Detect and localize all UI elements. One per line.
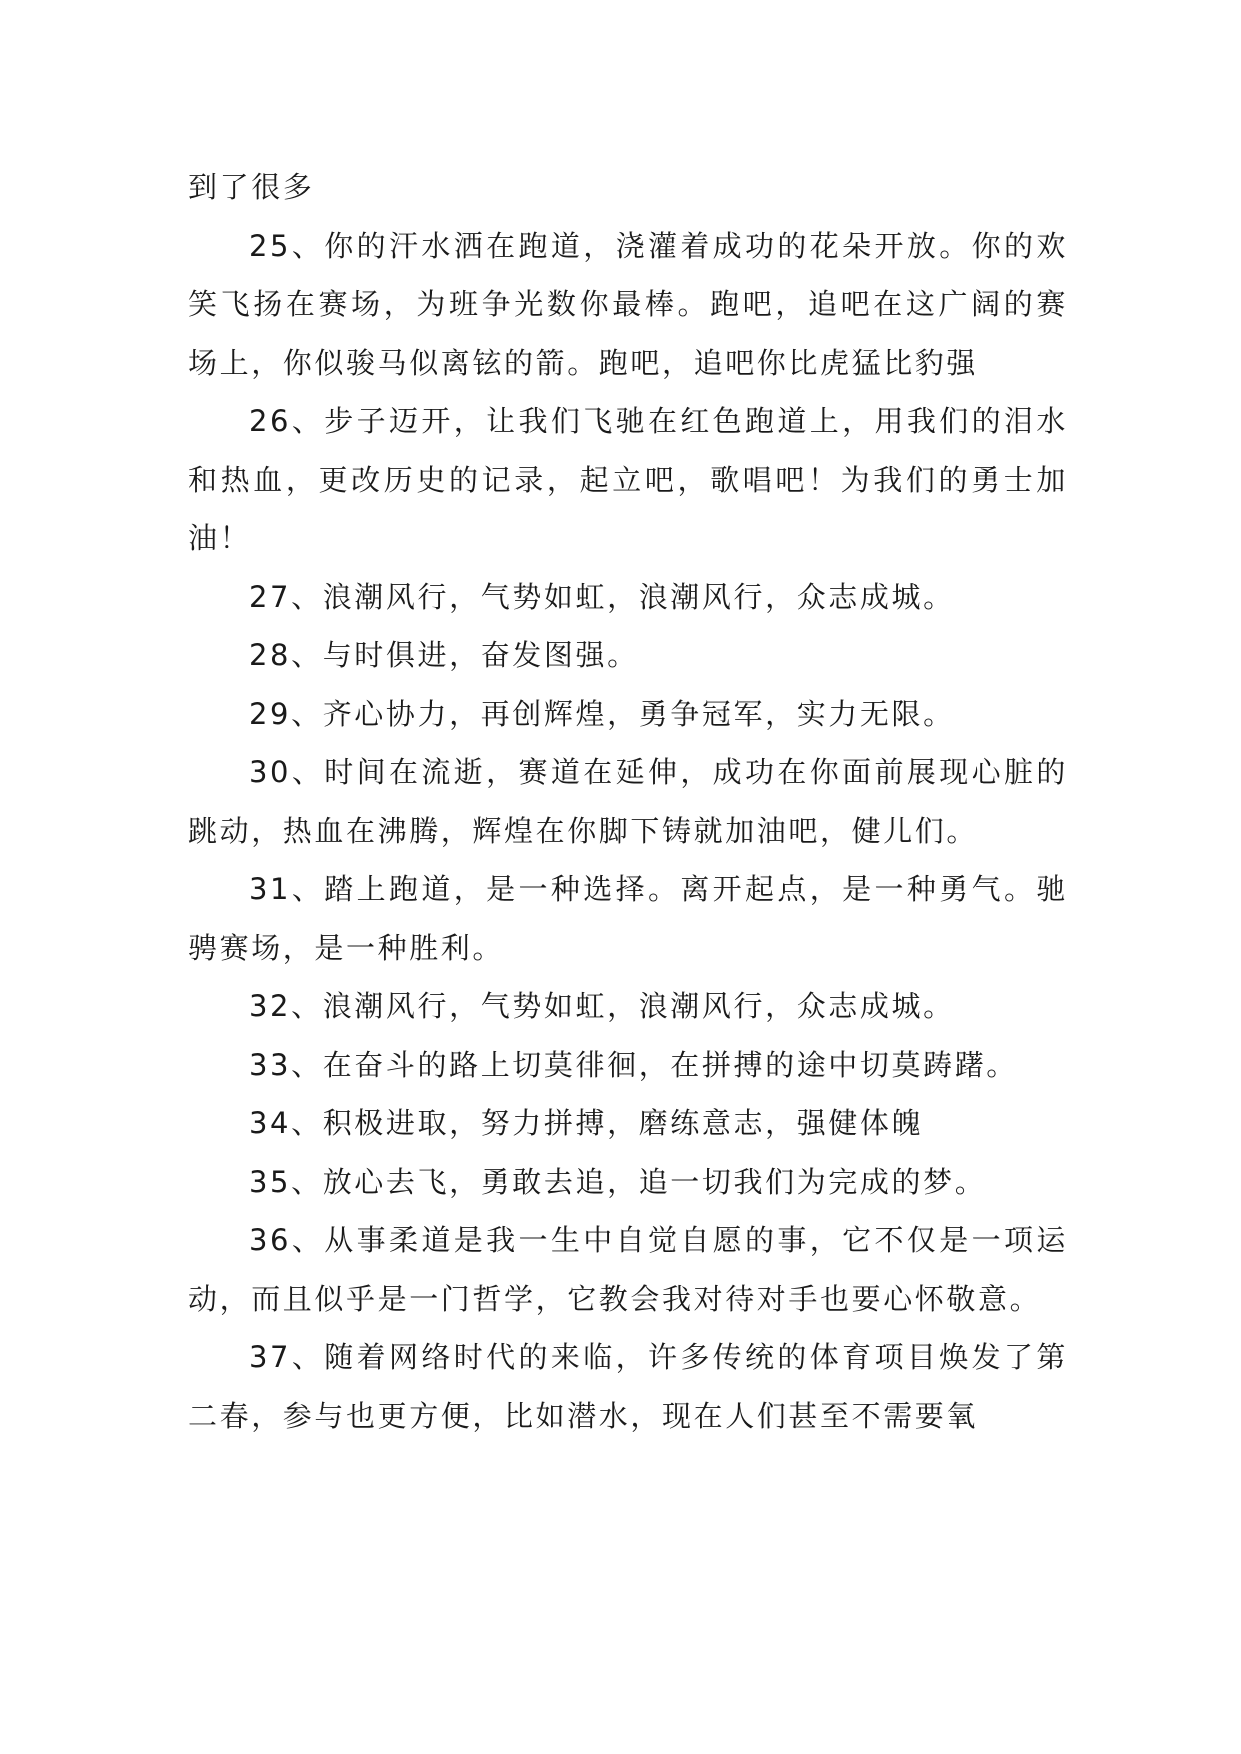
document-body bbox=[188, 158, 1068, 1445]
paragraph-32: 32、浪潮风行，气势如虹，浪潮风行，众志成城。 bbox=[249, 989, 955, 1023]
paragraph-24-tail: 到了很多 bbox=[188, 170, 315, 204]
paragraph-26: 26、步子迈开，让我们飞驰在红色跑道上，用我们的泪水和热血，更改历史的记录，起立吧，歌唱吧！为我们的勇士加油！ bbox=[188, 404, 1068, 555]
paragraph-36: 36、从事柔道是我一生中自觉自愿的事，它不仅是一项运动，而且似乎是一门哲学，它教会我对待对手也要心怀敬意。 bbox=[188, 1223, 1068, 1316]
paragraph-29: 29、齐心协力，再创辉煌，勇争冠军，实力无限。 bbox=[249, 696, 955, 731]
paragraph-25: 25、你的汗水洒在跑道，浇灌着成功的花朵开放。你的欢笑飞扬在赛场，为班争光数你最棒。跑吧，追吧在这广阔的赛场上，你似骏马似离铉的箭。跑吧，追吧你比虎猛比豹强 bbox=[188, 228, 1068, 380]
paragraph-28: 28、与时俱进，奋发图强。 bbox=[249, 638, 639, 672]
paragraph-30: 30、时间在流逝，赛道在延伸，成功在你面前展现心脏的跳动，热血在沸腾，辉煌在你脚下铸就加油吧，健儿们。 bbox=[188, 755, 1068, 848]
paragraph-37: 37、随着网络时代的来临，许多传统的体育项目焕发了第二春，参与也更方便，比如潜水，现在人们甚至不需要氧 bbox=[188, 1340, 1068, 1433]
paragraph-33: 33、在奋斗的路上切莫徘徊，在拼搏的途中切莫踌躇。 bbox=[249, 1047, 1018, 1082]
paragraph-27: 27、浪潮风行，气势如虹，浪潮风行，众志成城。 bbox=[249, 579, 955, 614]
paragraph-35: 35、放心去飞，勇敢去追，追一切我们为完成的梦。 bbox=[249, 1164, 987, 1199]
paragraph-34: 34、积极进取，努力拼搏，磨练意志，强健体魄 bbox=[249, 1106, 924, 1140]
paragraph-31: 31、踏上跑道，是一种选择。离开起点，是一种勇气。驰骋赛场，是一种胜利。 bbox=[188, 872, 1068, 965]
